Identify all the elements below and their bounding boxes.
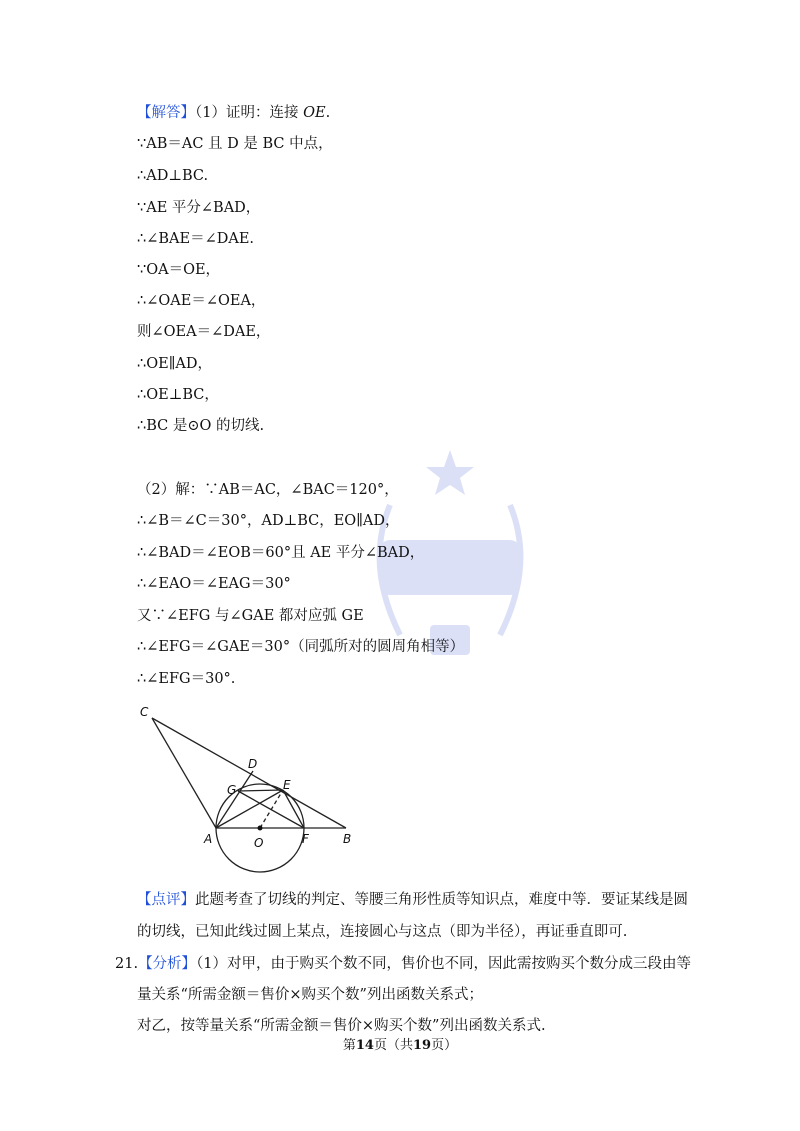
q21-line-1 (115, 954, 691, 974)
label-g: G (227, 783, 237, 797)
segment-oe (260, 790, 283, 828)
label-a: A (204, 832, 213, 846)
footer-suffix: 页） (431, 1038, 458, 1053)
comment-text-1: 此题考查了切线的判定、等腰三角形性质等知识点，难度中等．要证某线是圆 (195, 892, 688, 908)
segment-ad (216, 771, 253, 828)
label-o: O (254, 836, 264, 850)
step-line: 又∵∠EFG 与∠GAE 都对应弧 GE (137, 608, 364, 624)
q21-line-3: 对乙，按等量关系“所需金额＝售价×购买个数”列出函数关系式. (137, 1018, 546, 1034)
step-line: ∵OA＝OE， (137, 262, 221, 278)
comment-line-2: 的切线，已知此线过圆上某点，连接圆心与这点（即为半径），再证垂直即可. (137, 924, 628, 940)
q21-line-2: 量关系“所需金额＝售价×购买个数”列出函数关系式； (137, 987, 483, 1003)
answer-heading (137, 103, 330, 123)
step-line: ∵AB＝AC 且 D 是 BC 中点， (137, 136, 333, 152)
footer-page: 14 (355, 1038, 374, 1053)
label-f: F (302, 832, 309, 846)
footer-prefix: 第 (342, 1038, 356, 1053)
segment-cb (152, 718, 346, 828)
step-line: （2）解：∵AB＝AC，∠BAC＝120°， (137, 482, 399, 498)
label-e: E (283, 778, 291, 792)
q21-number: 21. (115, 956, 139, 972)
comment-tag: 【点评】 (137, 892, 195, 908)
step-line: ∴OE∥AD， (137, 356, 212, 372)
segment-ca (152, 718, 216, 828)
point-o (258, 826, 263, 831)
comment-line-1 (137, 890, 688, 910)
step-line: 则∠OEA＝∠DAE， (137, 324, 271, 340)
step-line: ∵AE 平分∠BAD， (137, 200, 261, 216)
footer-middle: 页（共 (373, 1038, 413, 1053)
footer-total: 19 (413, 1038, 432, 1053)
q21-tag: 【分析】 (138, 956, 197, 972)
step-line: ∴∠OAE＝∠OEA， (137, 293, 266, 309)
step-line: ∴∠BAE＝∠DAE. (137, 231, 255, 247)
step-line: ∴∠EAO＝∠EAG＝30° (137, 576, 291, 592)
label-d: D (248, 757, 258, 771)
q21-text-1: （1）对甲，由于购买个数不同，售价也不同，因此需按购买个数分成三段由等 (196, 956, 692, 972)
step-line: ∴OE⊥BC， (137, 387, 219, 403)
step-line: ∴∠EFG＝∠GAE＝30°（同弧所对的圆周角相等） (137, 639, 465, 655)
step-line: ∴∠EFG＝30°. (137, 671, 236, 687)
geometry-diagram (130, 700, 370, 880)
label-c: C (140, 705, 149, 719)
segment-ge (238, 790, 283, 791)
page-footer (0, 1034, 800, 1053)
step-line: ∴∠BAD＝∠EOB＝60°且 AE 平分∠BAD， (137, 545, 425, 561)
step-line: ∴AD⊥BC. (137, 168, 209, 184)
step-line: ∴BC 是⊙O 的切线. (137, 418, 265, 434)
answer-tag: 【解答】 (137, 105, 195, 121)
label-b: B (343, 832, 352, 846)
answer-intro: （1）证明：连接 (195, 105, 304, 121)
step-line: ∴∠B＝∠C＝30°，AD⊥BC，EO∥AD， (137, 513, 400, 529)
answer-intro-end: . (325, 105, 331, 121)
answer-intro-var: OE (303, 105, 326, 121)
